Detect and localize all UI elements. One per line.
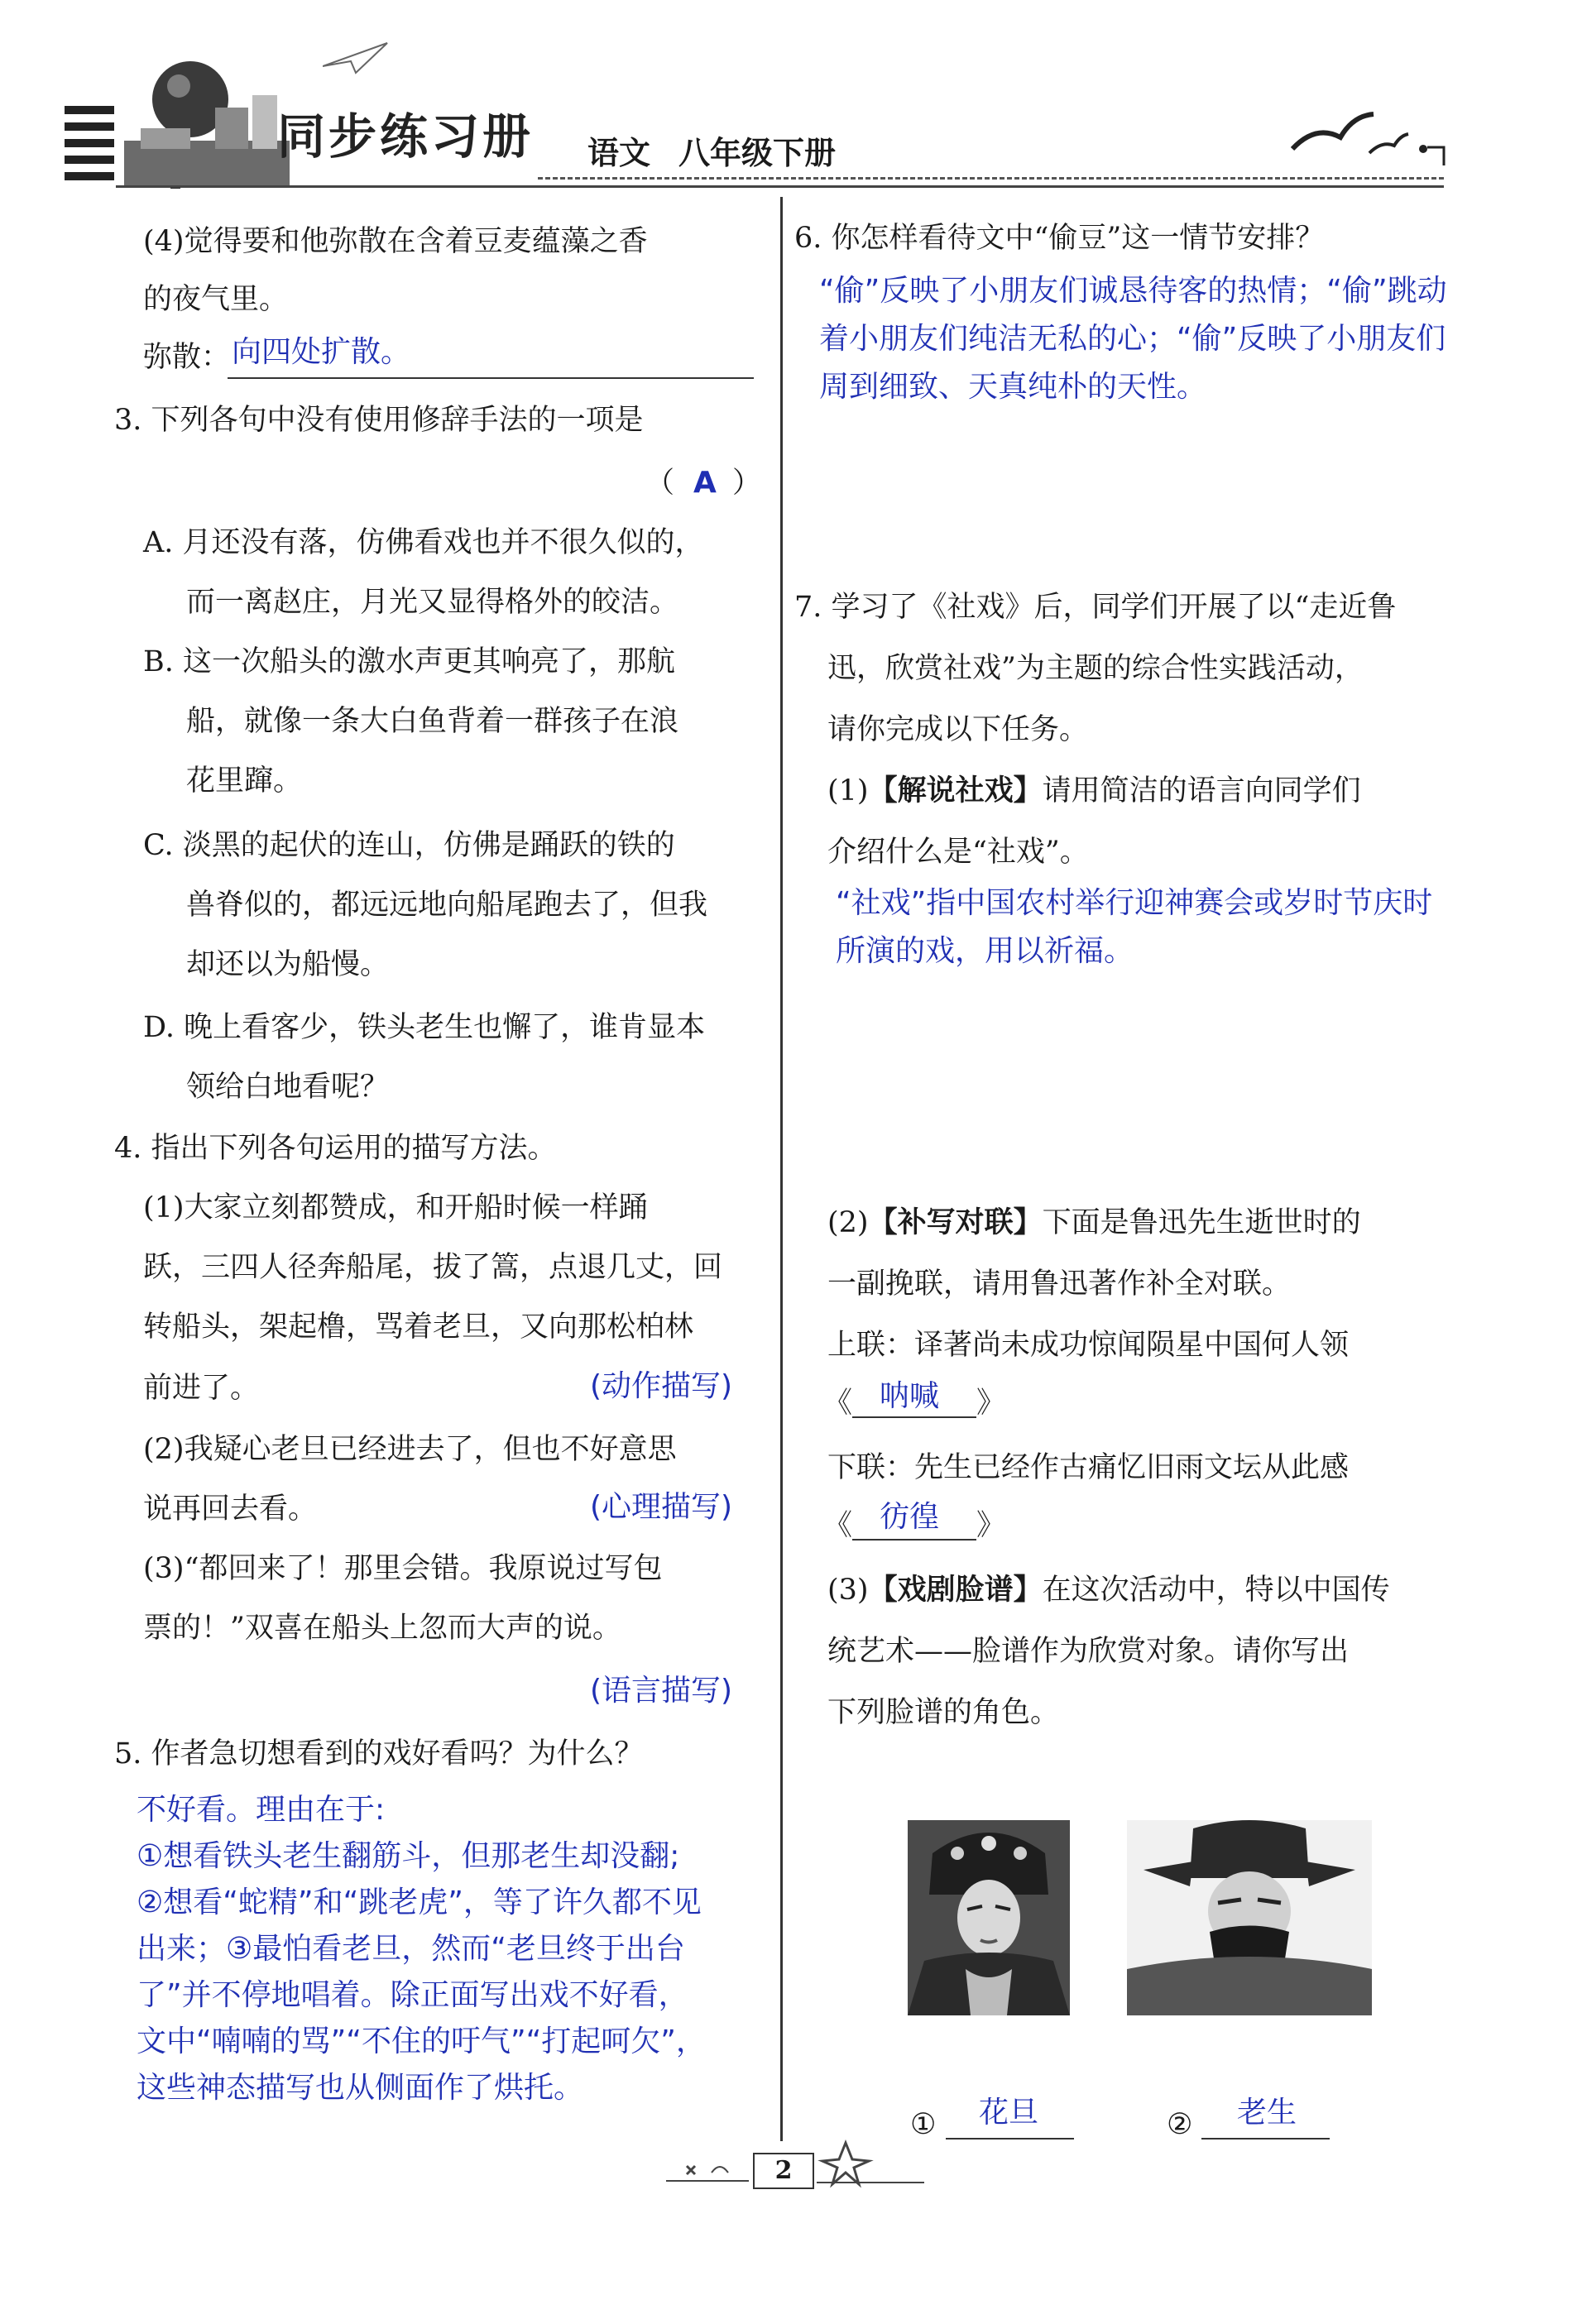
- header-grade: 八年级下册: [678, 135, 837, 171]
- q7-t1-line2: 介绍什么是“社戏”。: [827, 836, 1089, 869]
- q2-4-answer: 向四处扩散。: [232, 335, 411, 369]
- q7-t3-text1: 在这次活动中，特以中国传: [1042, 1574, 1390, 1607]
- q7-t3-num: (3): [827, 1574, 869, 1607]
- q4-stem: 4. 指出下列各句运用的描写方法。: [114, 1132, 557, 1165]
- q7-t2-lower-open: 《: [823, 1509, 853, 1542]
- column-divider: [780, 197, 783, 2141]
- q5-answer-line1: 不好看。理由在于:: [137, 1793, 386, 1827]
- q7-t3-tag: 【戏剧脸谱】: [868, 1574, 1043, 1607]
- huadan-mask-photo: [908, 1820, 1070, 2015]
- q7-t1-answer-line2: 所演的戏，用以祈福。: [836, 934, 1134, 968]
- mask-answer-1: 花旦: [979, 2096, 1039, 2130]
- q2-4-term: 弥散：: [143, 341, 231, 374]
- q2-4-blank: [228, 377, 754, 379]
- paper-plane-icon: [323, 41, 389, 74]
- laosheng-mask-photo: [1127, 1820, 1372, 2015]
- q7-t1-answer-line1: “社戏”指中国农村举行迎神赛会或岁时节庆时: [836, 886, 1433, 920]
- q7-t2-num: (2): [827, 1206, 869, 1239]
- q7-t3-line3: 下列脸谱的角色。: [827, 1696, 1060, 1729]
- q5-stem: 5. 作者急切想看到的戏好看吗？为什么？: [114, 1737, 644, 1771]
- q6-stem: 6. 你怎样看待文中“偷豆”这一情节安排？: [794, 222, 1325, 255]
- globe-books-icon: [124, 50, 290, 190]
- q3-paren-close: ）: [732, 467, 762, 500]
- q6-answer-line1: “偷”反映了小朋友们诚恳待客的热情；“偷”跳动: [819, 274, 1447, 308]
- mask-label-2: ②: [1167, 2108, 1193, 2141]
- q7-t3-line2: 统艺术——脸谱作为欣赏对象。请你写出: [827, 1635, 1350, 1668]
- q7-t2-lower-close: 》: [976, 1509, 1006, 1542]
- q2-4-line1: (4)觉得要和他弥散在含着豆麦蕴藻之香: [143, 225, 648, 258]
- q5-answer-line4: 出来；③最怕看老旦，然而“老旦终于出台: [137, 1932, 685, 1966]
- header-underline: [116, 185, 1444, 188]
- q3-option-b-line2: 船，就像一条大白鱼背着一群孩子在浪: [186, 705, 679, 738]
- q7-t1-line1: [827, 773, 1361, 809]
- q5-answer-line3: ②想看“蛇精”和“跳老虎”，等了许久都不见: [137, 1886, 702, 1919]
- q4-s1-line2: 跃，三四人径奔船尾，拔了篙，点退几丈，回: [143, 1251, 723, 1284]
- q7-stem-line3: 请你完成以下任务。: [827, 713, 1089, 746]
- q3-option-b-line3: 花里蹿。: [186, 764, 303, 798]
- q7-t2-line2: 一副挽联，请用鲁迅著作补全对联。: [827, 1267, 1292, 1301]
- q7-t2-upper-answer: 呐喊: [880, 1379, 940, 1413]
- q7-t2-upper-open: 《: [823, 1387, 853, 1420]
- q5-answer-line5: 了”并不停地唱着。除正面写出戏不好看，: [137, 1978, 688, 2012]
- q4-s1-answer: (动作描写): [590, 1369, 733, 1403]
- q4-s1-line1: (1)大家立刻都赞成，和开船时候一样踊: [143, 1191, 648, 1224]
- page-number: 2: [774, 2156, 793, 2185]
- q7-t2-text1: 下面是鲁迅先生逝世时的: [1042, 1206, 1361, 1239]
- header-bar-left-stripes: [65, 106, 114, 189]
- q7-t2-lower-blank: [852, 1539, 976, 1541]
- q4-s3-answer: (语言描写): [590, 1674, 733, 1708]
- q3-option-c-line3: 却还以为船慢。: [186, 948, 390, 981]
- q5-answer-line2: ①想看铁头老生翻筋斗，但那老生却没翻;: [137, 1839, 680, 1873]
- q3-option-c-line1: C. 淡黑的起伏的连山，仿佛是踊跃的铁的: [143, 829, 675, 862]
- q3-answer: A: [693, 466, 717, 500]
- q4-s3-line1: (3)“都回来了！那里会错。我原说过写包: [143, 1552, 663, 1585]
- page-number-box: [753, 2153, 814, 2189]
- q3-paren-open: （: [645, 467, 675, 500]
- q7-t2-upper-close: 》: [976, 1387, 1006, 1420]
- q7-t3-line1: [827, 1572, 1390, 1608]
- q7-t2-upper: 上联：译著尚未成功惊闻陨星中国何人领: [827, 1329, 1350, 1362]
- q3-option-a-line1: A. 月还没有落，仿佛看戏也并不很久似的，: [143, 526, 704, 559]
- header-dashed-line: [538, 177, 1444, 180]
- q4-s2-line2: 说再回去看。: [143, 1493, 318, 1526]
- mask-blank-2: [1201, 2138, 1330, 2140]
- q2-4-line2: 的夜气里。: [143, 283, 289, 316]
- q7-stem-line1: 7. 学习了《社戏》后，同学们开展了以“走近鲁: [794, 591, 1397, 624]
- q3-option-a-line2: 而一离赵庄，月光又显得格外的皎洁。: [186, 586, 679, 619]
- q7-t1-tag: 【解说社戏】: [868, 774, 1043, 807]
- q3-stem: 3. 下列各句中没有使用修辞手法的一项是: [114, 404, 644, 437]
- q7-t2-upper-blank: [852, 1416, 976, 1418]
- q4-s3-line2: 票的！”双喜在船头上忽而大声的说。: [143, 1612, 621, 1645]
- q6-answer-line3: 周到细致、天真纯朴的天性。: [819, 370, 1207, 404]
- q7-t1-num: (1): [827, 774, 869, 807]
- q7-t2-lower-answer: 彷徨: [880, 1500, 940, 1534]
- footer-ornament-left: [662, 2149, 753, 2191]
- header-subject: 语文: [587, 135, 651, 171]
- header-title: 同步练习册: [277, 108, 535, 165]
- q4-s1-line3: 转船头，架起橹，骂着老旦，又向那松柏林: [143, 1311, 694, 1344]
- q3-option-d-line1: D. 晚上看客少，铁头老生也懈了，谁肯显本: [143, 1011, 706, 1044]
- q3-option-d-line2: 领给白地看呢？: [186, 1071, 390, 1104]
- mask-answer-2: 老生: [1237, 2096, 1297, 2130]
- q4-s1-line4: 前进了。: [143, 1372, 260, 1405]
- q7-t2-lower: 下联：先生已经作古痛忆旧雨文坛从此感: [827, 1451, 1350, 1484]
- q7-stem-line2: 迅，欣赏社戏”为主题的综合性实践活动，: [827, 652, 1364, 685]
- q4-s2-line1: (2)我疑心老旦已经进去了，但也不好意思: [143, 1433, 677, 1466]
- q6-answer-line2: 着小朋友们纯洁无私的心；“偷”反映了小朋友们: [819, 322, 1446, 356]
- q5-answer-line7: 这些神态描写也从侧面作了烘托。: [137, 2071, 584, 2105]
- q3-option-b-line1: B. 这一次船头的激水声更其响亮了，那航: [143, 645, 675, 678]
- mask-label-1: ①: [910, 2108, 937, 2141]
- q7-t2-line1: [827, 1205, 1361, 1241]
- footer-ornament-right: [813, 2135, 928, 2192]
- q3-option-c-line2: 兽脊似的，都远远地向船尾跑去了，但我: [186, 889, 708, 922]
- q5-answer-line6: 文中“喃喃的骂”“不住的吁气”“打起呵欠”，: [137, 2025, 706, 2058]
- mask-blank-1: [946, 2138, 1074, 2140]
- q7-t1-text1: 请用简洁的语言向同学们: [1042, 774, 1361, 807]
- q7-t2-tag: 【补写对联】: [868, 1206, 1043, 1239]
- q4-s2-answer: (心理描写): [590, 1490, 733, 1524]
- birds-icon: [1291, 108, 1456, 165]
